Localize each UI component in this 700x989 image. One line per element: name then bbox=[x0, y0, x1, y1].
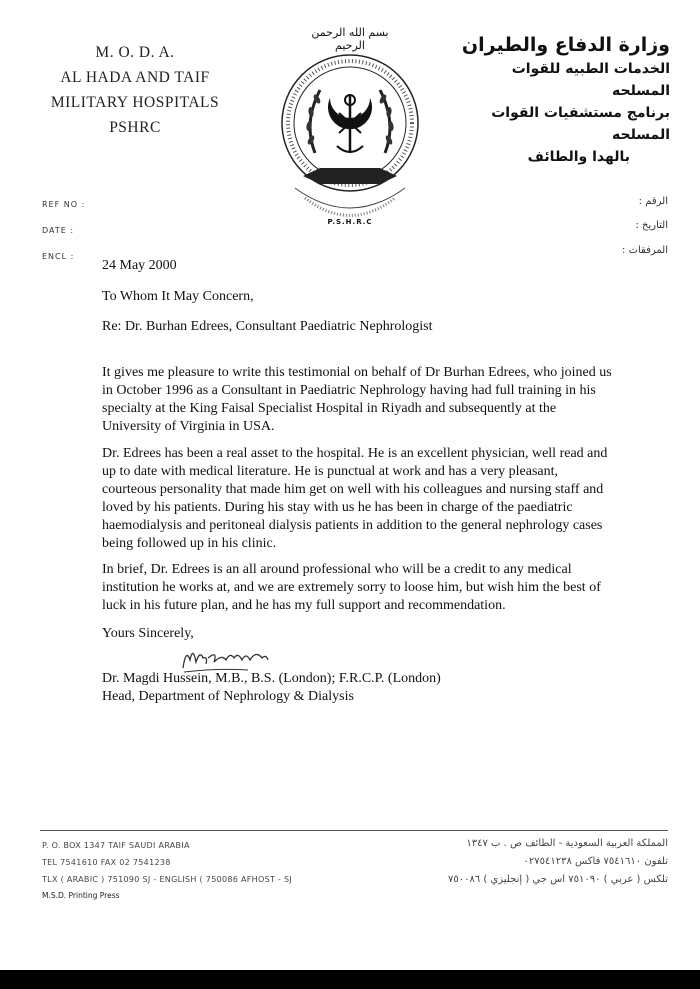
arabic-letterhead-line-1: وزارة الدفاع والطيران bbox=[461, 34, 670, 56]
letter-subject: Re: Dr. Burhan Edrees, Consultant Paediatric Nephrologist bbox=[102, 319, 433, 334]
footer-address-arabic: المملكة العربية السعودية - الطائف ص . ب ١٣٤٧ bbox=[466, 838, 668, 849]
footer-telex-arabic: تلكس ( عربي ) ٧٥١٠٩٠ اس جي ( إنجليزي ) ٧٥٠٠٨٦ bbox=[447, 874, 668, 885]
letter-paragraph-3: In brief, Dr. Edrees is an all around professional who will be a credit to any medical institution he works at, and we are extremely sorry to loose him, but wish him the best of luck in his future plan, and he has my full support and recommendation. bbox=[102, 562, 601, 613]
arabic-letterhead bbox=[450, 32, 670, 168]
letterhead-line-3: MILITARY HOSPITALS bbox=[50, 94, 220, 111]
letter-salutation: To Whom It May Concern, bbox=[102, 289, 254, 304]
footer-telex: TLX ( ARABIC ) 751090 SJ - ENGLISH ( 750086 AFHOST - SJ bbox=[42, 875, 293, 884]
printing-press-label: M.S.D. Printing Press bbox=[42, 891, 120, 900]
signatory-title: Head, Department of Nephrology & Dialysis bbox=[102, 689, 354, 704]
letterhead-line-4: PSHRC bbox=[109, 119, 161, 136]
footer-phone-fax: TEL 7541610 FAX 02 7541238 bbox=[42, 858, 171, 867]
signatory-name: Dr. Magdi Hussein, M.B., B.S. (London); F.R.C.P. (London) bbox=[102, 671, 441, 686]
footer-address: P. O. BOX 1347 TAIF SAUDI ARABIA bbox=[42, 841, 190, 850]
date-label: DATE : bbox=[42, 226, 75, 235]
encl-label-arabic: المرفقات : bbox=[622, 245, 668, 256]
letter-closing: Yours Sincerely, bbox=[102, 626, 194, 641]
encl-label: ENCL : bbox=[42, 252, 75, 261]
arabic-letterhead-line-4: بالهدا والطائف bbox=[527, 149, 630, 165]
scan-edge-bar bbox=[0, 970, 700, 989]
emblem-label: P.S.H.R.C bbox=[327, 218, 373, 226]
letter-paragraph-2: Dr. Edrees has been a real asset to the hospital. He is an excellent physician, well read and up to date with medical literature. He is punctual at work and has a very pleasant, courteous personality that made him get on well with his colleagues and nursing staff and loved by his patients. During his stay with us he has been in charge of the paediatric haemodialysis and peritoneal dialysis patients in addition to the general nephrology cases being followed up in his clinic. bbox=[102, 446, 608, 551]
arabic-letterhead-line-3: برنامج مستشفيات القوات المسلحه bbox=[491, 105, 670, 143]
basmala-calligraphy: بسم الله الرحمن الرحيم bbox=[311, 26, 389, 52]
date-label-arabic: التاريخ : bbox=[635, 220, 668, 231]
hospital-emblem-logo bbox=[275, 28, 425, 233]
footer-divider bbox=[40, 830, 668, 831]
english-letterhead bbox=[30, 40, 240, 140]
letterhead-line-1: M. O. D. A. bbox=[95, 44, 175, 61]
arabic-letterhead-line-2: الخدمات الطبيه للقوات المسلحه bbox=[511, 61, 670, 99]
letter-paragraph-1: It gives me pleasure to write this testimonial on behalf of Dr Burhan Edrees, who joined us in October 1996 as a Consultant in Paediatric Nephrology having had full training in his specialty at the King Faisal Specialist Hospital in Riyadh and subsequently at the University of Virginia in USA. bbox=[102, 365, 612, 434]
ref-no-label-arabic: الرقم : bbox=[638, 196, 668, 207]
footer-phone-fax-arabic: تلفون ٧٥٤١٦١٠ فاكس ٠٢٧٥٤١٢٣٨ bbox=[523, 856, 668, 867]
ref-no-label: REF NO : bbox=[42, 200, 86, 209]
letterhead-line-2: AL HADA AND TAIF bbox=[60, 69, 210, 86]
letter-date: 24 May 2000 bbox=[102, 258, 177, 273]
